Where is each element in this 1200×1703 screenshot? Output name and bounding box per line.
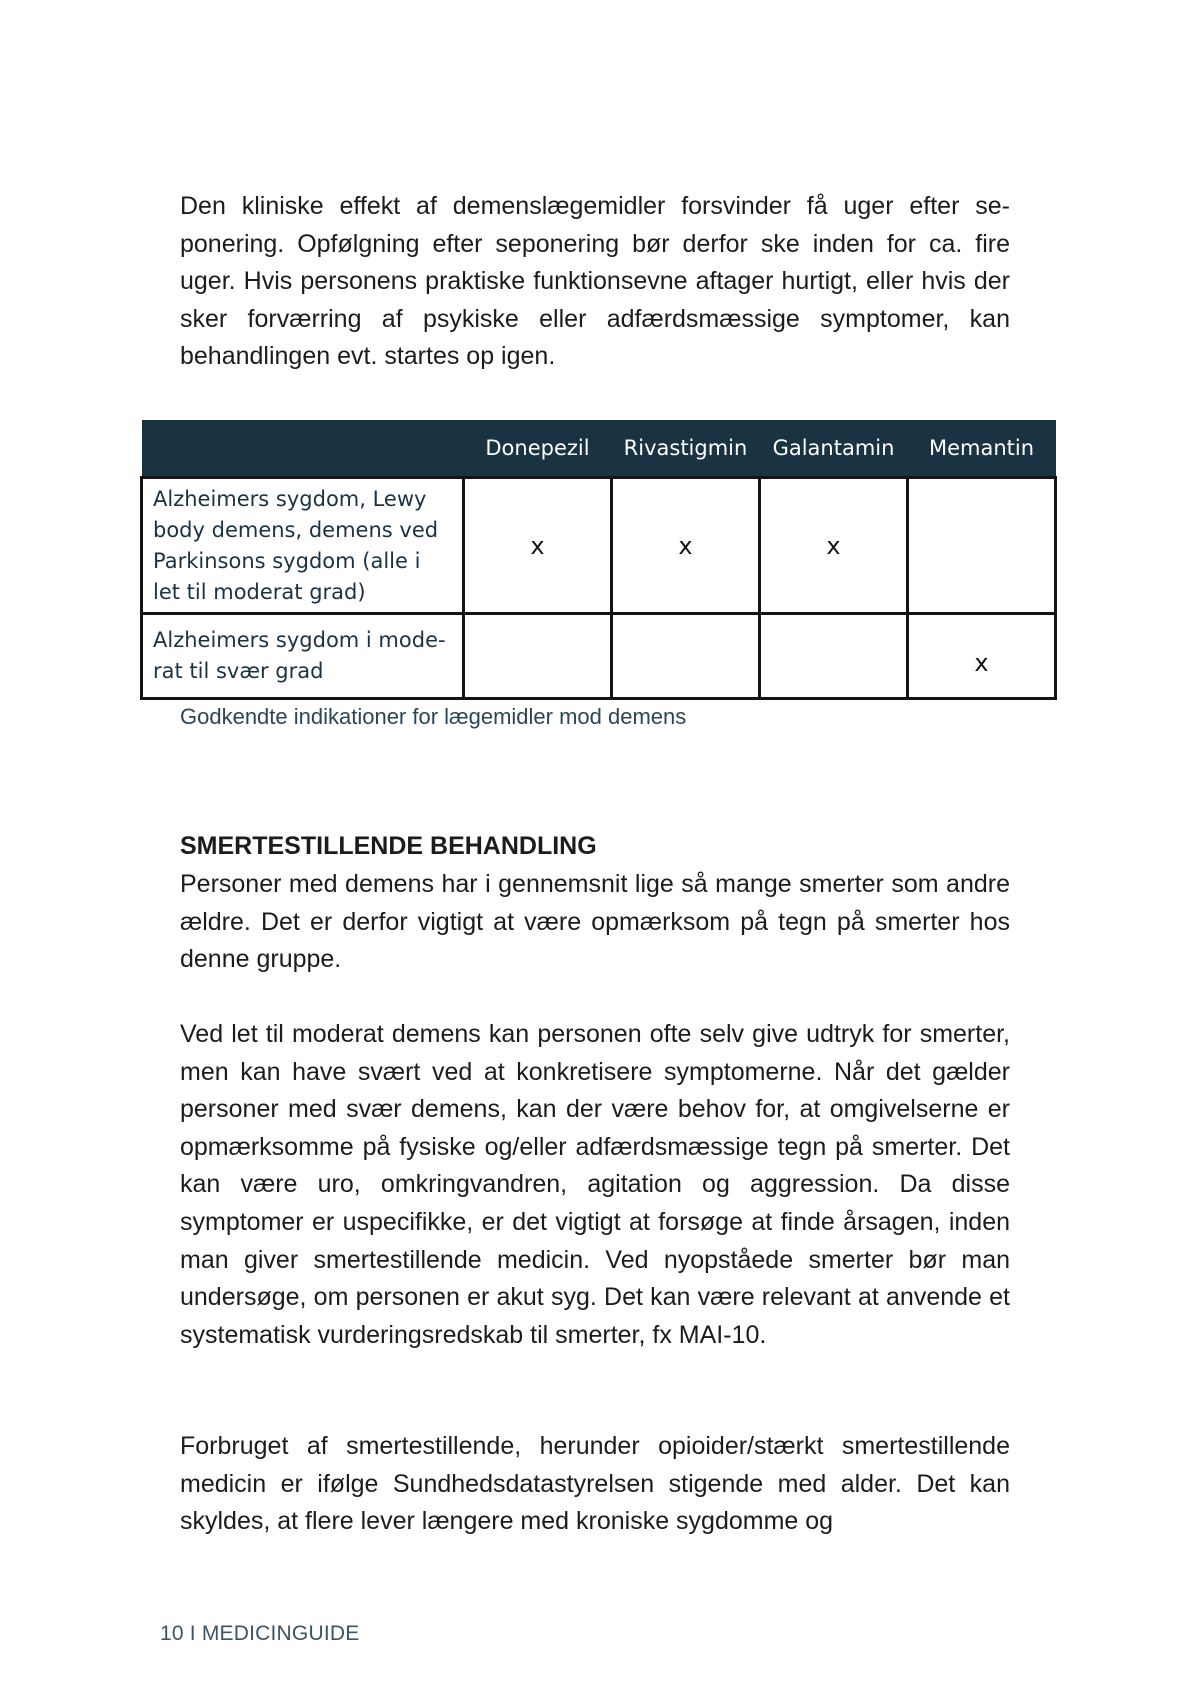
table-row [142,614,1056,699]
indication-mark [612,614,760,699]
section-paragraph: Forbruget af smertestillende, herunder opioider/stærkt smertestillende medicin er ifølge Sundhedsdatastyrelsen stigende med alder. Det kan skyldes, at flere lever længere med kroniske sygdomme og [180,1432,1010,1536]
page-footer: 10 I MEDICINGUIDE [160,1622,360,1645]
indication-mark: x [908,614,1056,699]
table-row [142,478,1056,614]
table-caption: Godkendte indikationer for lægemidler mod demens [180,704,687,729]
indication-mark [908,478,1056,614]
column-header-memantin: Memantin [908,420,1056,478]
section-paragraph: Ved let til moderat demens kan personen ofte selv give udtryk for smerter, men kan have svært ved at konkretisere symptomerne. Når det gælder personer med svær demens, kan der være behov for, at omgivelserne er opmærksomme på fysiske og/eller adfærdsmæssige tegn på smerter. Det kan være uro, omkringvandren, agitation og aggression. Da disse symptomer er uspecifikke, er det vigtigt at forsøge at finde årsagen, inden man giver smertestillende medicin. Ved nyopståede smerter bør man undersøge, om personen er akut syg. Det kan være relevant at anvende et systematisk vurderingsredskab til smerter, fx MAI-10. [180,1020,1010,1349]
column-header-rivastigmin: Rivastigmin [612,420,760,478]
row-label: Alzheimers sygdom, Lewy body demens, demens ved Parkinsons sygdom (alle i let til moderat grad) [142,478,464,614]
indication-mark: x [464,478,612,614]
indications-table-container [140,420,1054,700]
indication-mark: x [760,478,908,614]
row-label: Alzheimers sygdom i moderat til svær grad [142,614,464,699]
indication-mark [760,614,908,699]
section-paragraph: Personer med demens har i gennemsnit lige så mange smerter som andre ældre. Det er derfor vigtigt at være opmærksom på tegn på smerter hos denne gruppe. [180,870,1010,974]
section-heading: SMERTESTILLENDE BEHANDLING [180,832,597,860]
indications-table [140,420,1057,700]
column-header-donepezil: Donepezil [464,420,612,478]
indication-mark: x [612,478,760,614]
table-header-corner [142,420,464,478]
intro-paragraph: Den kliniske effekt af demenslægemidler forsvinder få uger efter seponering. Opfølgning efter seponering bør derfor ske inden for ca. fire uger. Hvis personens praktiske funktionsevne aftager hurtigt, eller hvis der sker forværring af psykiske eller adfærdsmæssige symptomer, kan behandlingen evt. startes op igen. [180,192,1010,371]
table-header-row [142,420,1056,478]
indication-mark [464,614,612,699]
column-header-galantamin: Galantamin [760,420,908,478]
